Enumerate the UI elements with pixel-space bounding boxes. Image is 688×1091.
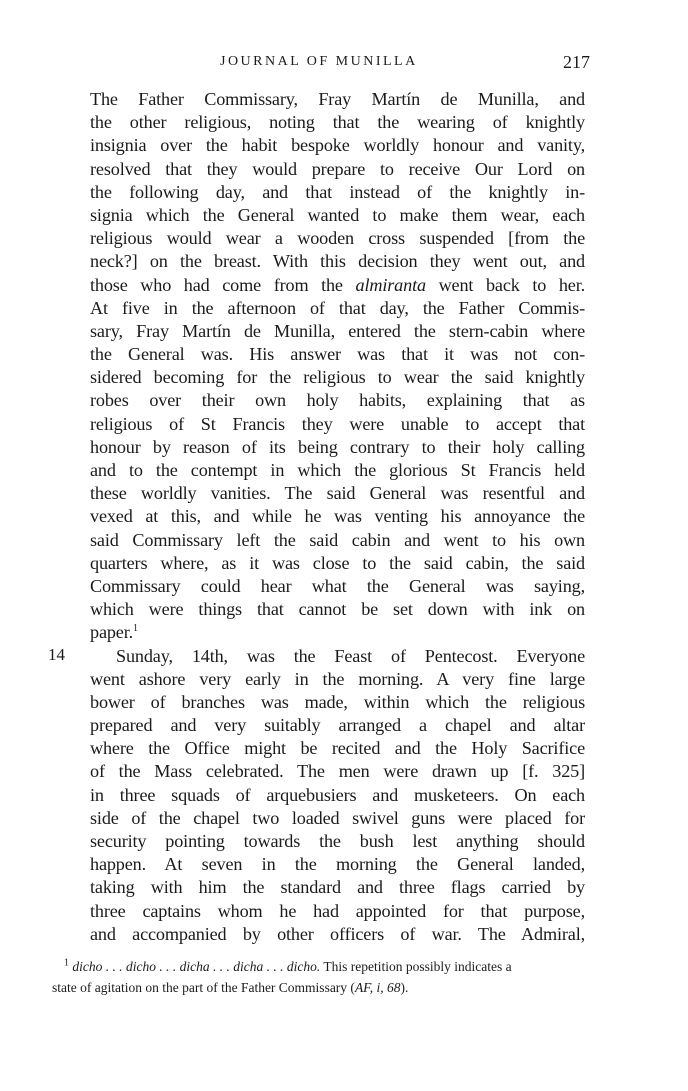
footnote-text: This repetition possibly indicates a xyxy=(320,959,512,974)
text-line: paper. xyxy=(90,622,134,643)
text-line: The Father Commissary, Fray Martín de Munilla, and xyxy=(90,89,585,109)
text-line: the General was. His answer was that it was not con- xyxy=(90,344,585,365)
text-line: prepared and very suitably arranged a chapel and altar xyxy=(90,715,585,736)
text-line: went ashore very early in the morning. A very fine large xyxy=(90,668,585,689)
text-line: sidered becoming for the religious to wear the said knightly xyxy=(90,367,585,388)
footnote-reference[interactable]: 1 xyxy=(133,623,138,635)
text-line: sary, Fray Martín de Munilla, entered the stern-cabin where xyxy=(90,320,585,341)
text-line: signia which the General wanted to make them wear, each xyxy=(90,204,585,225)
text-line: resolved that they would prepare to receive Our Lord on xyxy=(90,158,585,179)
text-line: taking with him the standard and three flags carried by xyxy=(90,877,585,898)
text-line: Commissary could hear what the General was saying, xyxy=(90,575,585,596)
text-line-italic: those who had come from the almiranta went back to her. xyxy=(90,274,586,295)
text-line: in three squads of arquebusiers and musketeers. On each xyxy=(90,784,585,805)
body-text xyxy=(90,88,585,946)
text-line: happen. At seven in the morning the General landed, xyxy=(90,854,585,875)
footnote xyxy=(52,956,585,998)
text-line: of the Mass celebrated. The men were drawn up [f. 325] xyxy=(90,761,585,782)
text-line: the other religious, noting that the wearing of knightly xyxy=(90,112,585,133)
text-line: robes over their own holy habits, explaining that as xyxy=(90,390,585,411)
text-line: the following day, and that instead of the knightly in- xyxy=(90,181,585,202)
text-line: said Commissary left the said cabin and went to his own xyxy=(90,529,585,550)
text-line: insignia over the habit bespoke worldly honour and vanity, xyxy=(90,135,585,156)
text-line: where the Office might be recited and the Holy Sacrifice xyxy=(90,738,585,759)
margin-date-number: 14 xyxy=(48,645,65,664)
footnote-citation: AF, i, 68 xyxy=(354,980,401,995)
text-line: Sunday, 14th, was the Feast of Pentecost. Everyone xyxy=(116,645,585,666)
text-line: quarters where, as it was close to the said cabin, the said xyxy=(90,552,585,573)
text-line: At five in the afternoon of that day, the Father Commis- xyxy=(90,297,585,318)
footnote-italic: dicho . . . dicho . . . dicha . . . dicha . . . dicho. xyxy=(72,959,321,974)
page-number: 217 xyxy=(563,52,590,72)
footnote-line-1 xyxy=(52,956,585,977)
text-line: religious of St Francis they were unable to accept that xyxy=(90,413,585,434)
text-line: security pointing towards the bush lest anything should xyxy=(90,831,585,851)
running-head xyxy=(90,54,590,74)
text-line: which were things that cannot be set down with ink on xyxy=(90,599,585,620)
footnote-line-2 xyxy=(52,977,585,998)
text-line: vexed at this, and while he was venting his annoyance the xyxy=(90,506,585,527)
text-line: these worldly vanities. The said General was resentful and xyxy=(90,483,585,504)
text-line: three captains whom he had appointed for that purpose, xyxy=(90,900,585,921)
text-line: neck?] on the breast. With this decision they went out, and xyxy=(90,251,585,272)
running-title: JOURNAL OF MUNILLA xyxy=(220,54,418,69)
text-line: religious would wear a wooden cross suspended [from the xyxy=(90,228,585,249)
text-line: and accompanied by other officers of war. The Admiral, xyxy=(90,923,585,944)
footnote-text: ). xyxy=(400,980,409,995)
text-line: and to the contempt in which the glorious St Francis held xyxy=(90,460,585,480)
footnote-text: state of agitation on the part of the Father Commissary ( xyxy=(52,980,355,995)
text-line: bower of branches was made, within which the religious xyxy=(90,691,585,712)
footnote-marker: 1 xyxy=(64,957,69,969)
text-line-footnote-ref xyxy=(90,621,585,644)
text-line: honour by reason of its being contrary to their holy calling xyxy=(90,436,585,457)
text-line: side of the chapel two loaded swivel guns were placed for xyxy=(90,807,585,828)
italic-term: almiranta xyxy=(355,274,426,295)
